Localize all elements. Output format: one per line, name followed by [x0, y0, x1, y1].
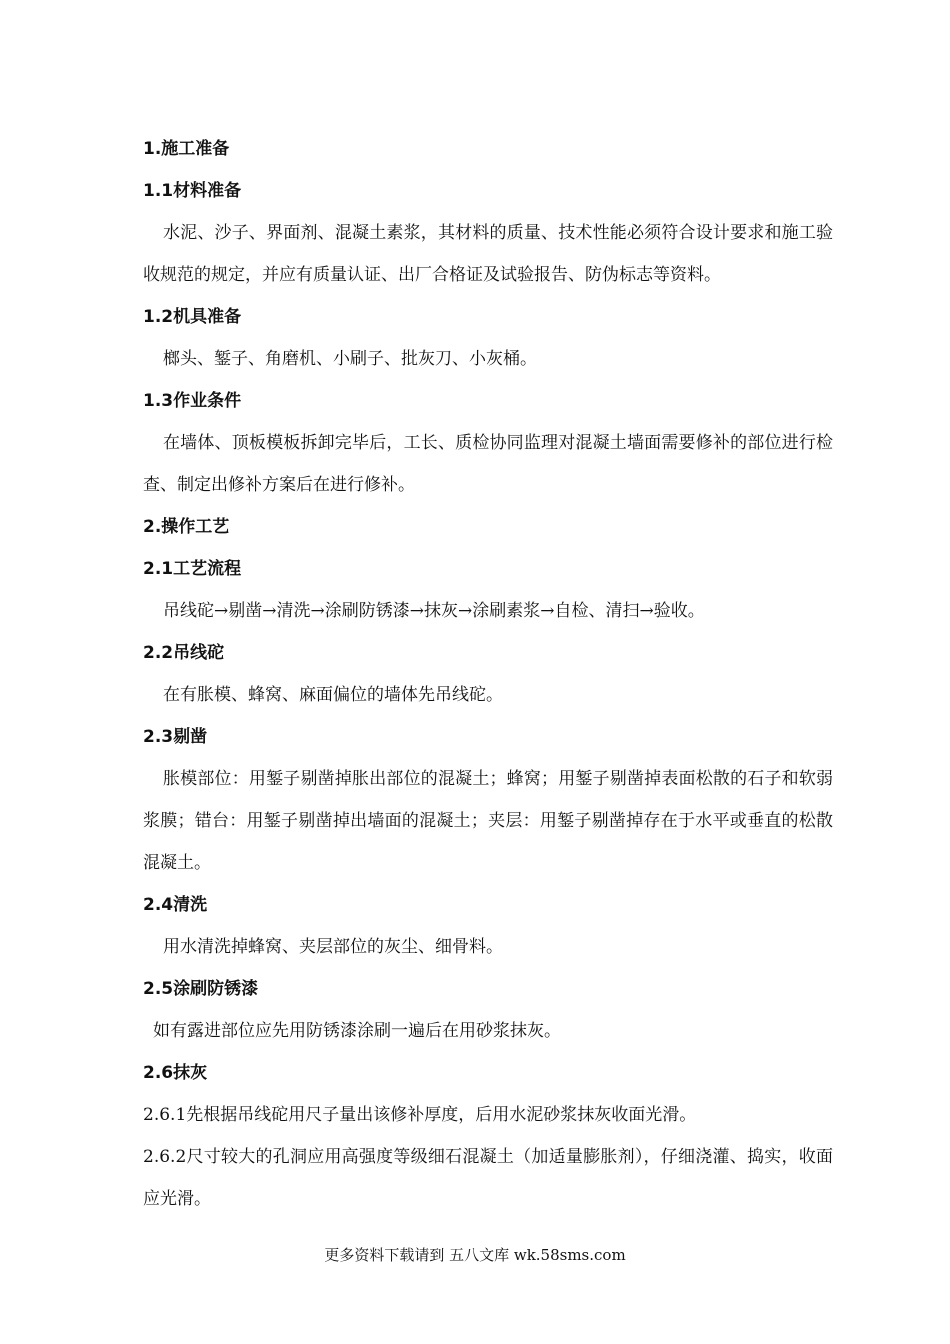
heading-2-3: 2.3剔凿 [143, 727, 208, 747]
heading-1-2: 1.2机具准备 [143, 307, 242, 327]
paragraph-tools: 榔头、錾子、角磨机、小刷子、批灰刀、小灰桶。 [163, 349, 537, 369]
heading-2-5: 2.5涂刷防锈漆 [143, 979, 259, 999]
paragraph-chiseling: 胀模部位：用錾子剔凿掉胀出部位的混凝土；蜂窝；用錾子剔凿掉表面松散的石子和软弱浆膜；错台：用錾子剔凿掉出墙面的混凝土；夹层：用錾子剔凿掉存在于水平或垂直的松散混凝土。 [143, 769, 833, 873]
paragraph-plumb: 在有胀模、蜂窝、麻面偏位的墙体先吊线砣。 [163, 685, 503, 705]
paragraph-cleaning: 用水清洗掉蜂窝、夹层部位的灰尘、细骨料。 [163, 937, 503, 957]
heading-1: 1.施工准备 [143, 139, 230, 159]
paragraph-plaster-1: 2.6.1先根据吊线砣用尺子量出该修补厚度，后用水泥砂浆抹灰收面光滑。 [143, 1105, 697, 1125]
heading-1-3: 1.3作业条件 [143, 391, 242, 411]
heading-2-6: 2.6抹灰 [143, 1063, 208, 1083]
heading-2: 2.操作工艺 [143, 517, 230, 537]
paragraph-antirust: 如有露进部位应先用防锈漆涂刷一遍后在用砂浆抹灰。 [153, 1021, 561, 1041]
paragraph-process-flow: 吊线砣→剔凿→清洗→涂刷防锈漆→抹灰→涂刷素浆→自检、清扫→验收。 [163, 601, 705, 621]
paragraph-conditions: 在墙体、顶板模板拆卸完毕后，工长、质检协同监理对混凝土墙面需要修补的部位进行检查、制定出修补方案后在进行修补。 [143, 433, 833, 495]
paragraph-plaster-2: 2.6.2尺寸较大的孔洞应用高强度等级细石混凝土（加适量膨胀剂），仔细浇灌、捣实，收面应光滑。 [143, 1147, 833, 1209]
heading-2-4: 2.4清洗 [143, 895, 208, 915]
heading-1-1: 1.1材料准备 [143, 181, 242, 201]
paragraph-materials: 水泥、沙子、界面剂、混凝土素浆，其材料的质量、技术性能必须符合设计要求和施工验收规范的规定，并应有质量认证、出厂合格证及试验报告、防伪标志等资料。 [143, 223, 833, 285]
heading-2-1: 2.1工艺流程 [143, 559, 242, 579]
document-body [143, 128, 833, 1220]
page-footer: 更多资料下载请到 五八文库 wk.58sms.com [324, 1246, 626, 1264]
heading-2-2: 2.2吊线砣 [143, 643, 225, 663]
